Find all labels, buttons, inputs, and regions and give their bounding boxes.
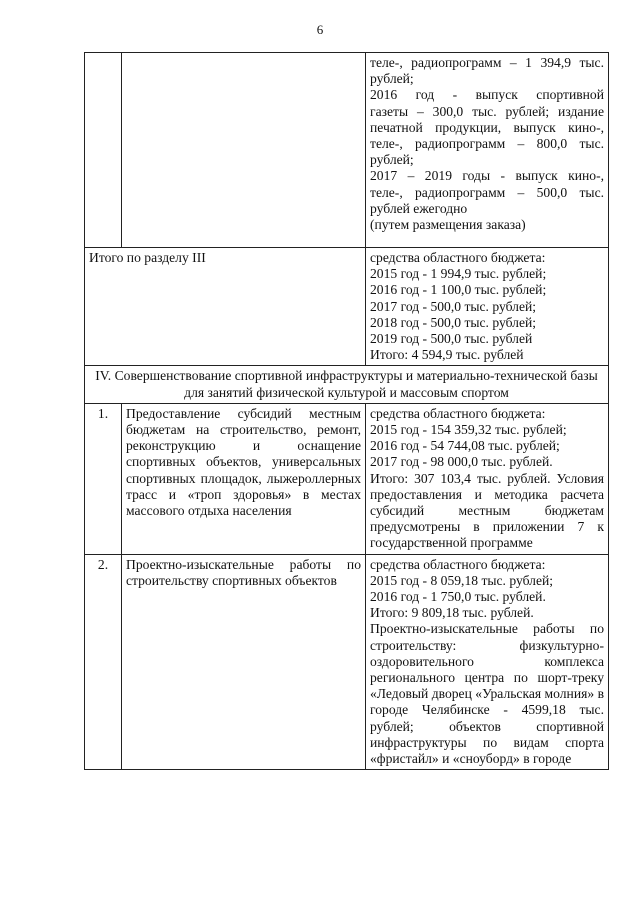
funding-line: 2017 год - 500,0 тыс. рублей; (370, 298, 537, 314)
funding-cell (366, 248, 609, 366)
funding-text: Проектно-изыскательные работы по строительству: физкультурно-оздоровительного комплекса регионального центра по шорт-треку «Ледовый дворец «Уральская молния» в городе Челябинске - 4599,18 тыс. рублей; объектов спортивной инфраструктуры по видам спорта «фристайл» и «сноуборд» в городе (370, 621, 604, 767)
row-number-cell (85, 53, 122, 248)
funding-line: рублей; (370, 152, 414, 168)
funding-line: 2016 год - 1 100,0 тыс. рублей; (370, 282, 547, 298)
funding-cell (366, 554, 609, 770)
funding-line: Итого: 4 594,9 тыс. рублей (370, 347, 524, 363)
page-number: 6 (316, 22, 324, 37)
funding-cell (366, 53, 609, 248)
funding-line: 2019 год - 500,0 тыс. рублей (370, 331, 533, 347)
funding-line: Итого: 9 809,18 тыс. рублей. (370, 605, 534, 621)
table-row (85, 403, 609, 554)
funding-line: (путем размещения заказа) (370, 217, 526, 233)
funding-line: 2016 год - 1 750,0 тыс. рублей. (370, 589, 546, 605)
funding-line: рублей; (370, 71, 414, 87)
funding-cell (366, 403, 609, 554)
section-heading-row (85, 366, 609, 403)
funding-line: 2016 год - 54 744,08 тыс. рублей; (370, 438, 560, 454)
table-row (85, 554, 609, 770)
row-number-cell: 1. (85, 403, 122, 554)
table-row (85, 53, 609, 248)
funding-line: 2015 год - 1 994,9 тыс. рублей; (370, 266, 547, 282)
funding-line: газеты – 300,0 тыс. рублей; издание (370, 103, 604, 119)
row-number-cell: 2. (85, 554, 122, 770)
funding-line: теле-, радиопрограмм – 1 394,9 тыс. (370, 55, 604, 70)
funding-text: Итого: 307 103,4 тыс. рублей. Условия предоставления и методика расчета субсидий местным бюджетам предусмотрены в приложении 7 к государственной программе (370, 470, 604, 551)
funding-line: рублей ежегодно (370, 200, 468, 216)
funding-line: теле-, радиопрограмм – 800,0 тыс. (370, 136, 604, 152)
section-total-row (85, 248, 609, 366)
description-cell (122, 53, 366, 248)
section-heading: IV. Совершенствование спортивной инфраструктуры и материально-технической базы для занятий физической культурой и массовым спортом (85, 366, 609, 403)
program-table (84, 52, 609, 770)
funding-line: средства областного бюджета: (370, 556, 546, 572)
funding-line: средства областного бюджета: (370, 250, 546, 265)
funding-line: печатной продукции, выпуск кино-, (370, 119, 604, 135)
section-total-label: Итого по разделу III (85, 248, 366, 366)
funding-line: 2018 год - 500,0 тыс. рублей; (370, 314, 537, 330)
funding-line: 2017 – 2019 годы - выпуск кино-, (370, 168, 604, 184)
funding-line: 2016 год - выпуск спортивной (370, 87, 604, 103)
description-cell: Проектно-изыскательные работы по строительству спортивных объектов (122, 554, 366, 770)
funding-line: теле-, радиопрограмм – 500,0 тыс. (370, 184, 604, 200)
funding-line: 2017 год - 98 000,0 тыс. рублей. (370, 454, 553, 470)
funding-line: 2015 год - 154 359,32 тыс. рублей; (370, 422, 567, 438)
description-cell: Предоставление субсидий местным бюджетам на строительство, ремонт, реконструкцию и оснащение спортивных объектов, универсальных спортивных площадок, лыжероллерных трасс и «троп здоровья» в местах массового отдыха населения (122, 403, 366, 554)
funding-line: 2015 год - 8 059,18 тыс. рублей; (370, 572, 554, 588)
funding-line: средства областного бюджета: (370, 405, 546, 421)
